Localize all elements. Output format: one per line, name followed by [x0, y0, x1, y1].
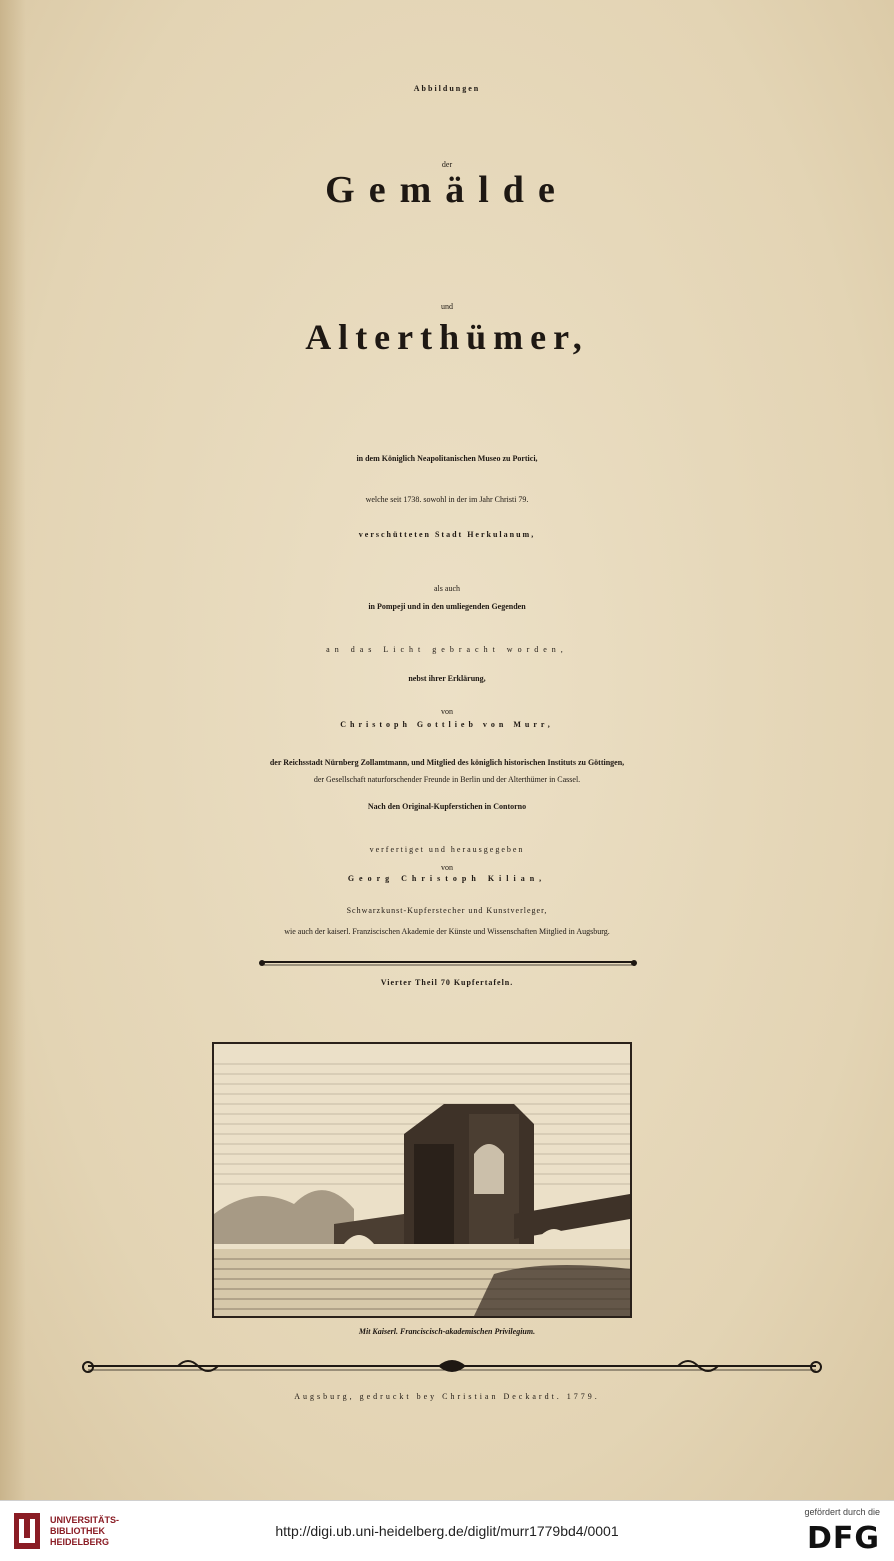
ornamental-rule-1	[258, 955, 638, 969]
subtitle-licht: an das Licht gebracht worden,	[326, 645, 568, 654]
title-und: und	[441, 302, 453, 311]
author-name: Christoph Gottlieb von Murr,	[340, 720, 554, 729]
permalink-url[interactable]: http://digi.ub.uni-heidelberg.de/diglit/murr1779bd4/0001	[275, 1523, 619, 1539]
publisher-role: verfertiget und herausgegeben	[369, 845, 525, 854]
privilege-line: Mit Kaiserl. Franciscisch-akademischen Privilegium.	[358, 1327, 536, 1336]
publisher-von: von	[441, 863, 453, 872]
engraving-castle-bridge	[212, 1042, 632, 1318]
title-alterthuemer: Alterthümer,	[305, 317, 589, 357]
dfg-logo: DFG	[806, 1521, 880, 1556]
subtitle-herkulanum: verschütteten Stadt Herkulanum,	[358, 530, 536, 539]
title-gemaelde: Gemälde	[325, 169, 569, 211]
library-name-line-2: BIBLIOTHEK	[50, 1526, 105, 1536]
engraving-source: Nach den Original-Kupferstichen in Contorno	[367, 802, 527, 811]
subtitle-pompeji: in Pompeji und in den umliegenden Gegenden	[368, 602, 526, 611]
subtitle-welche: welche seit 1738. sowohl in der im Jahr Christi 79.	[365, 495, 529, 504]
publisher-name: Georg Christoph Kilian,	[347, 874, 547, 883]
library-name-line-3: HEIDELBERG	[50, 1537, 110, 1547]
title-der: der	[441, 160, 453, 169]
viewer-footer	[0, 1500, 894, 1561]
title-abbildungen: Abbildungen	[413, 84, 481, 93]
volume-title: Vierter Theil 70 Kupfertafeln.	[380, 978, 514, 987]
library-name-line-1: UNIVERSITÄTS-	[50, 1515, 120, 1525]
publisher-academy: wie auch der kaiserl. Franziscischen Akademie der Künste und Wissenschaften Mitglied in Augsburg.	[284, 927, 610, 936]
sponsor-text: gefördert durch die	[804, 1507, 880, 1517]
author-affiliation-1: der Reichsstadt Nürnberg Zollamtmann, und Mitglied des königlich historischen Instituts zu Göttingen,	[269, 758, 625, 767]
author-von: von	[441, 707, 453, 716]
publisher-profession: Schwarzkunst-Kupferstecher und Kunstverleger,	[346, 906, 548, 915]
ornamental-rule-2	[78, 1354, 826, 1378]
subtitle-als-auch: als auch	[434, 584, 460, 593]
subtitle-museo: in dem Königlich Neapolitanischen Museo zu Portici,	[356, 454, 538, 463]
subtitle-erklaerung: nebst ihrer Erklärung,	[408, 674, 486, 683]
author-affiliation-2: der Gesellschaft naturforschender Freunde in Berlin und der Alterthümer in Cassel.	[313, 775, 581, 784]
imprint-line: Augsburg, gedruckt bey Christian Deckardt. 1779.	[294, 1392, 600, 1401]
